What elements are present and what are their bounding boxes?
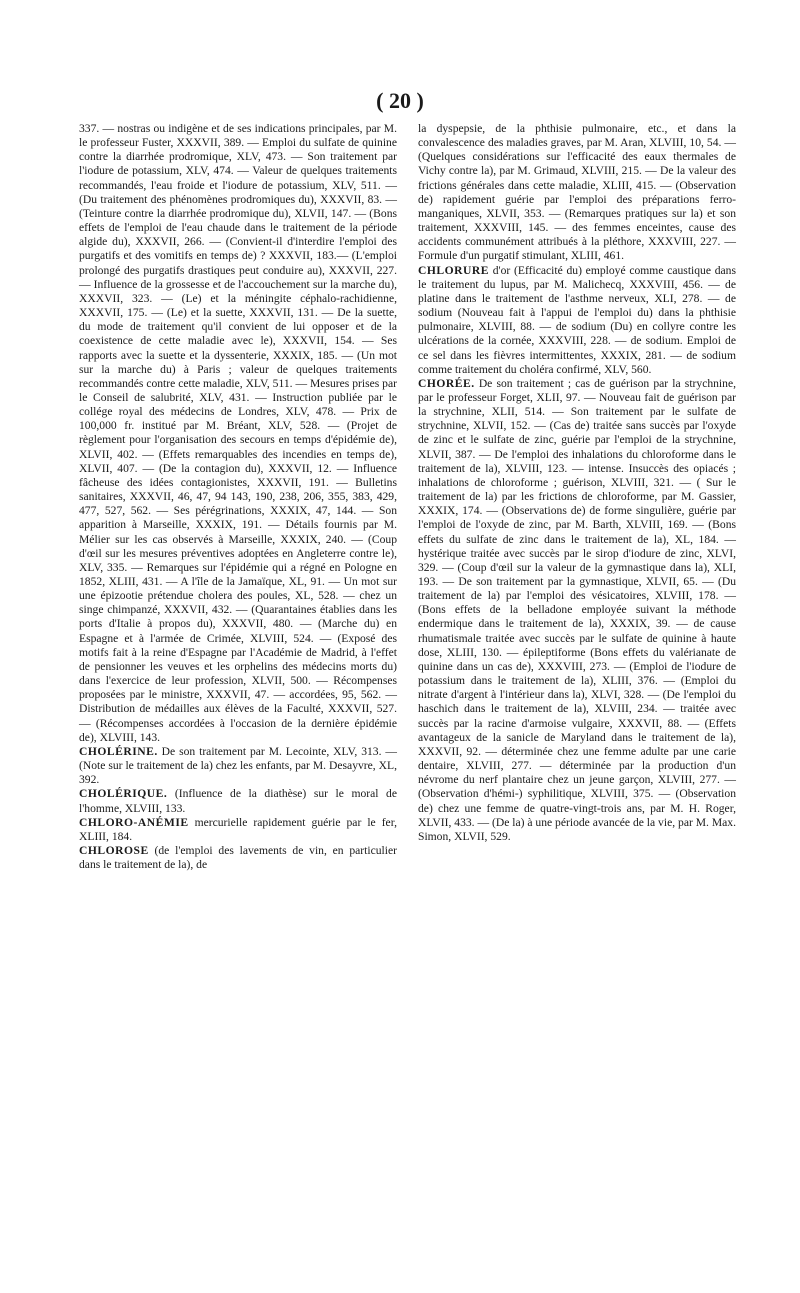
entry-text: d'or (Efficacité du) employé comme caustique dans le traitement du lupus, par M. Malichecq, XXXVIII, 456. — de platine dans le traitement de l'asthme nerveux, XLI, 278. — de sodium (Nouveau fait à l'appui de l'emploi du) dans la phthisie pulmonaire, XLVIII, 88. — de sodium (Du) en collyre contre les ulcérations de la cornée, XXXVIII, 228. — de sodium. Emploi de ce sel dans les fièvres intermittentes, XXXIX, 281. — de sodium comme traitement du choléra confirmé, XLV, 560. <box>418 263 736 376</box>
index-entry-choree <box>418 377 736 844</box>
entry-text: (de l'emploi des lavements de vin, en particulier dans le traitement de la), de <box>79 843 398 872</box>
index-entry-chloro-anemie <box>79 816 397 844</box>
index-entry-cholera-continued <box>79 122 397 745</box>
page-number: ( 20 ) <box>376 88 424 113</box>
entry-headword: CHLORO-ANÉMIE <box>79 815 189 829</box>
index-entry-cholerine <box>79 745 397 787</box>
index-entry-chlorose <box>79 844 397 872</box>
index-entry-chlorose-continued <box>418 122 736 264</box>
entry-text: De son traitement ; cas de guérison par la strychnine, par le professeur Forget, XLII, 97. — Nouveau fait de guérison par la strychnine, XLII, 514. — Son traitement par le sulfate de strychnine, XLVII, 152. — (Cas de) traitée sans succès par l'oxyde de zinc et le sulfate de zinc, guérie par l'emploi de la strychnine, XLVII, 387. — De l'emploi des inhalations du chloroforme dans le traitement de la), XLVIII, 123. — intense. Insuccès des opiacés ; inhalations de chloroforme ; guérison, XLVIII, 321. — ( Sur le traitement de la) par les frictions de chloroforme, par M. Gassier, XXXIX, 174. — (Observations de) de forme singulière, guérie par l'emploi de l'oxyde de zinc, par M. Barth, XLVIII, 169. — (Bons effets du sulfate de zinc dans le traitement de la), XL, 184. — hystérique traitée avec succès par le sirop d'iodure de zinc, XLVI, 329. — (Coup d'œil sur la valeur de la gymnastique dans la), XLI, 193. — De son traitement par la gymnastique, XLVII, 65. — (Du traitement de la) par l'emploi des vésicatoires, XLVIII, 178. — (Bons effets de la belladone employée suivant la méthode endermique dans le traitement de la), XXXIX, 39. — de cause rhumatismale traitée avec succès par le sulfate de quinine à haute dose, XLIII, 130. — épileptiforme (Bons effets du valérianate de quinine dans un cas de), XXXVIII, 273. — (Emploi de l'iodure de potassium dans le traitement de la), XLIII, 376. — (Emploi du nitrate d'argent à l'intérieur dans la), XLVI, 328. — (De l'emploi du haschich dans le traitement de la), XLVIII, 234. — traitée avec succès par la racine d'armoise vulgaire, XXXVII, 88. — (Effets avantageux de la sanicle de Maryland dans le traitement de la), XXXVII, 92. — déterminée chez une femme adulte par une carie dentaire, XLVIII, 277. — déterminée par la production d'un névrome du nerf plantaire chez un jeune garçon, XLVIII, 277. — (Observation d'hémi-) syphilitique, XLVIII, 375. — (Observation de) chez une femme de quatre-vingt-trois ans, par M. H. Roger, XLVII, 433. — (De la) à une période avancée de la vie, par M. Max. Simon, XLVII, 529. <box>418 376 736 843</box>
entry-headword: CHLOROSE <box>79 843 149 857</box>
entry-text: mercurielle rapidement guérie par le fer, XLIII, 184. <box>79 815 397 843</box>
index-entry-chlorure <box>418 264 736 377</box>
entry-text: De son traitement par M. Lecointe, XLV, 313. — (Note sur le traitement de la) chez les enfants, par M. Desayvre, XL, 392. <box>79 744 397 787</box>
left-column <box>79 122 397 872</box>
entry-text: 337. — nostras ou indigène et de ses indications principales, par M. le professeur Fuster, XXXVII, 389. — Emploi du sulfate de quinine contre la diarrhée prodromique, XLV, 473. — Son traitement par l'iodure de potassium, XLV, 474. — Valeur de quelques traitements recommandés, l'eau froide et l'iodure de potassium, XLV, 511. — (Du traitement des phénomènes prodromiques du), XXXVII, 83. — (Teinture contre la diarrhée prodromique du), XLVII, 147. — (Bons effets de l'emploi de l'eau chaude dans le traitement de la période algide du), XXXVII, 266. — (Convient-il d'interdire l'emploi des purgatifs et des vomitifs en temps de) ? XXXVII, 183.— (L'emploi prolongé des purgatifs drastiques peut conduire au), XXXVII, 227. — Influence de la grossesse et de l'accouchement sur la marche du), XXXVII, 323. — (Le) et la méningite céphalo-rachidienne, XXXVII, 175. — (Le) et la suette, XXXVII, 131. — De la suette, du mode de traitement qu'il convient de lui opposer et de la coexistence de cette maladie avec le), XXXVII, 154. — Ses rapports avec la suette et la dyssenterie, XXXIX, 185. — (Un mot sur la marche du) à Paris ; valeur de quelques traitements recommandés contre cette maladie, XLV, 511. — Mesures prises par le Conseil de salubrité, XLV, 431. — Instruction publiée par le collége royal des médecins de Londres, XLV, 478. — Prix de 100,000 fr. institué par M. Bréant, XLV, 528. — (Projet de règlement pour l'organisation des secours en temps d'épidémie de), XLVII, 402. — (Effets remarquables des incendies en temps de), XLVII, 407. — (De la contagion du), XXXVII, 12. — Influence fâcheuse des idées contagionistes, XXXVII, 191. — Bulletins sanitaires, XXXVII, 46, 47, 94 143, 190, 238, 206, 355, 383, 429, 477, 527, 562. — Ses pérégrinations, XXXIX, 47, 144. — Son apparition à Marseille, XXXIX, 191. — Détails fournis par M. Mélier sur les cas observés à Marseille, XXXIX, 240. — (Coup d'œil sur les mesures préventives adoptées en Angleterre contre le), XLV, 335. — Remarques sur l'épidémie qui a régné en Pologne en 1852, XLIII, 431. — A l'île de la Jamaïque, XL, 91. — Un mot sur une épizootie prétendue cholera des poules, XL, 528. — chez un singe chimpanzé, XXXVII, 432. — (Quarantaines établies dans les ports d'Italie à propos du), XXXVII, 480. — (Marche du) en Espagne et à l'armée de Crimée, XLVIII, 524. — (Exposé des motifs fait à la reine d'Espagne par l'Académie de Madrid, à l'effet de pensionner les veuves et les orphelins des médecins morts du) dans l'exercice de leur profession, XLVII, 500. — Récompenses proposées par le ministre, XXXVII, 47. — accordées, 95, 562. — Distribution de médailles aux élèves de la Faculté, XXXVII, 527. — (Récompenses accordées à l'occasion de la dernière épidémie de), XLVIII, 143. <box>79 122 397 744</box>
entry-headword: CHLORURE <box>418 263 489 277</box>
right-column <box>418 122 736 844</box>
entry-headword: CHOLÉRIQUE. <box>79 787 168 801</box>
entry-headword: CHOLÉRINE. <box>79 744 158 758</box>
entry-headword: CHORÉE. <box>418 376 475 390</box>
entry-text: (Influence de la diathèse) sur le moral de l'homme, XLVIII, 133. <box>79 787 397 815</box>
entry-text: la dyspepsie, de la phthisie pulmonaire, etc., et dans la convalescence des maladies graves, par M. Aran, XLVIII, 10, 54. — (Quelques considérations sur l'efficacité des eaux thermales de Vichy contre la), par M. Grimaud, XLVIII, 215. — De la valeur des frictions générales dans cette maladie, XLIII, 415. — (Observation de) rapidement guérie par l'emploi des préparations ferro-manganiques, XLVII, 353. — (Remarques pratiques sur la) et son traitement, XXXVIII, 145. — des femmes enceintes, cause des accidents communément attribués à la pléthore, XXXVIII, 227. — Formule d'un purgatif stimulant, XLIII, 461. <box>418 122 736 263</box>
index-entry-cholerique <box>79 787 397 815</box>
